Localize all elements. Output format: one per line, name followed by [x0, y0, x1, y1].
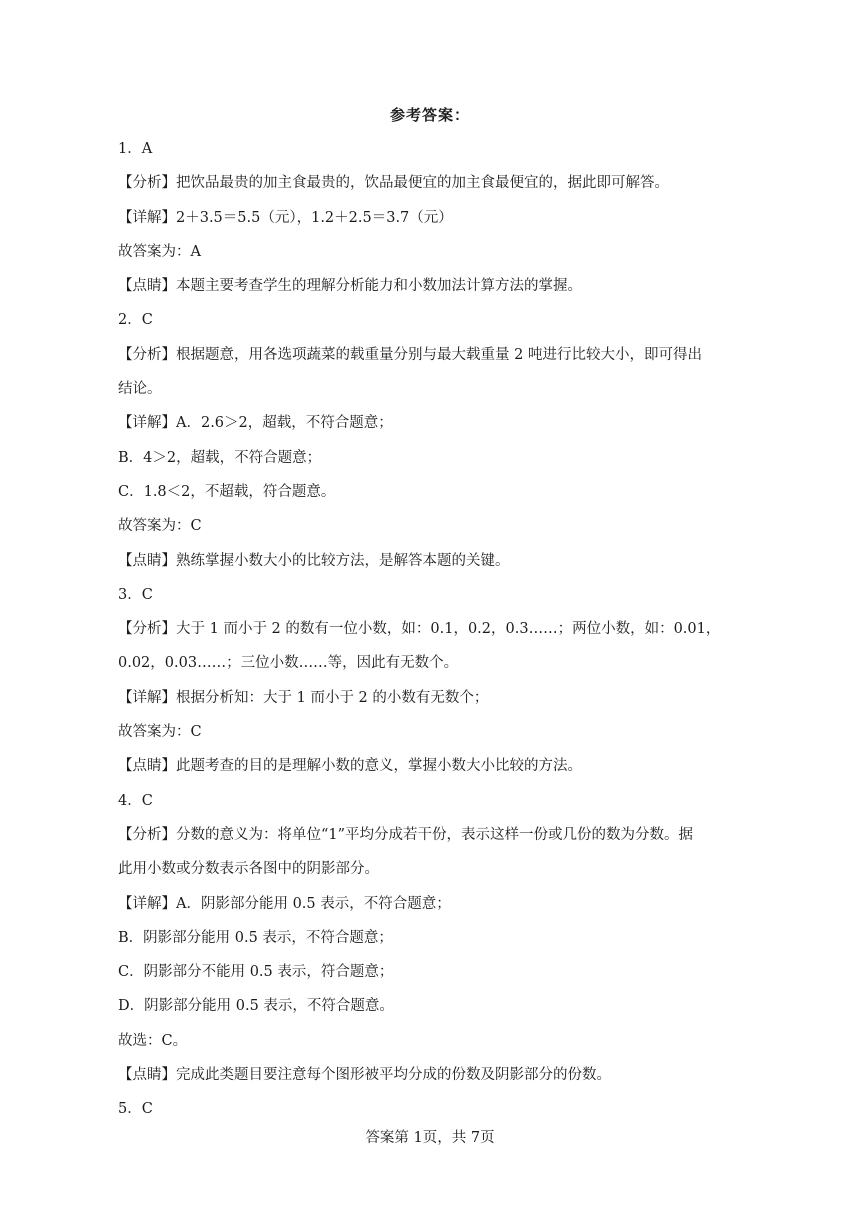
answer-line: B．阴影部分能用 0.5 表示，不符合题意； [118, 929, 393, 946]
answer-line: 【详解】A．阴影部分能用 0.5 表示，不符合题意； [118, 895, 451, 912]
answer-line: 4．C [118, 792, 153, 809]
answer-content [118, 132, 736, 1127]
answer-line: 【分析】根据题意，用各选项蔬菜的载重量分别与最大载重量 2 吨进行比较大小，即可得出 [118, 346, 702, 363]
page-title: 参考答案： [389, 106, 470, 124]
answer-line: 故答案为：C [118, 724, 202, 741]
answer-line: 3．C [118, 586, 153, 603]
answer-line: 结论。 [118, 381, 162, 398]
answer-line: C．阴影部分不能用 0.5 表示，符合题意； [118, 964, 394, 981]
answer-line: B．4＞2，超载，不符合题意； [118, 449, 322, 466]
answer-line: 2．C [118, 312, 153, 329]
answer-line: 此用小数或分数表示各图中的阴影部分。 [118, 861, 379, 878]
answer-line: 故答案为：A [118, 243, 201, 260]
answer-line: 【详解】2＋3.5＝5.5（元），1.2＋2.5＝3.7（元） [118, 209, 453, 226]
answer-line: 1．A [118, 141, 153, 157]
answer-line: 【分析】大于 1 而小于 2 的数有一位小数，如：0.1，0.2，0.3……；两位小数，如：0.01， [118, 621, 721, 638]
answer-line: 【分析】把饮品最贵的加主食最贵的，饮品最便宜的加主食最便宜的，据此即可解答。 [118, 175, 669, 192]
answer-line: 【点睛】完成此类题目要注意每个图形被平均分成的份数及阴影部分的份数。 [118, 1067, 611, 1084]
answer-line: 【点睛】此题考查的目的是理解小数的意义，掌握小数大小比较的方法。 [118, 758, 582, 775]
answer-line: 故答案为：C [118, 518, 202, 535]
answer-line: 5．C [118, 1101, 153, 1118]
answer-line: 故选：C。 [118, 1032, 188, 1049]
answer-line: 【详解】根据分析知：大于 1 而小于 2 的小数有无数个； [118, 689, 489, 706]
answer-line: 【点睛】熟练掌握小数大小的比较方法，是解答本题的关键。 [118, 552, 510, 569]
answer-line: C．1.8＜2，不超载，符合题意。 [118, 483, 336, 500]
answer-line: 0.02，0.03……；三位小数……等，因此有无数个。 [118, 655, 459, 672]
answer-line: D．阴影部分能用 0.5 表示，不符合题意。 [118, 998, 394, 1015]
page-footer: 答案第 1页，共 7页 [365, 1130, 495, 1146]
answer-line: 【分析】分数的意义为：将单位“1”平均分成若干份，表示这样一份或几份的数为分数。据 [118, 826, 694, 843]
answer-line: 【详解】A．2.6＞2，超载，不符合题意； [118, 415, 393, 432]
answer-line: 【点睛】本题主要考查学生的理解分析能力和小数加法计算方法的掌握。 [118, 278, 582, 295]
